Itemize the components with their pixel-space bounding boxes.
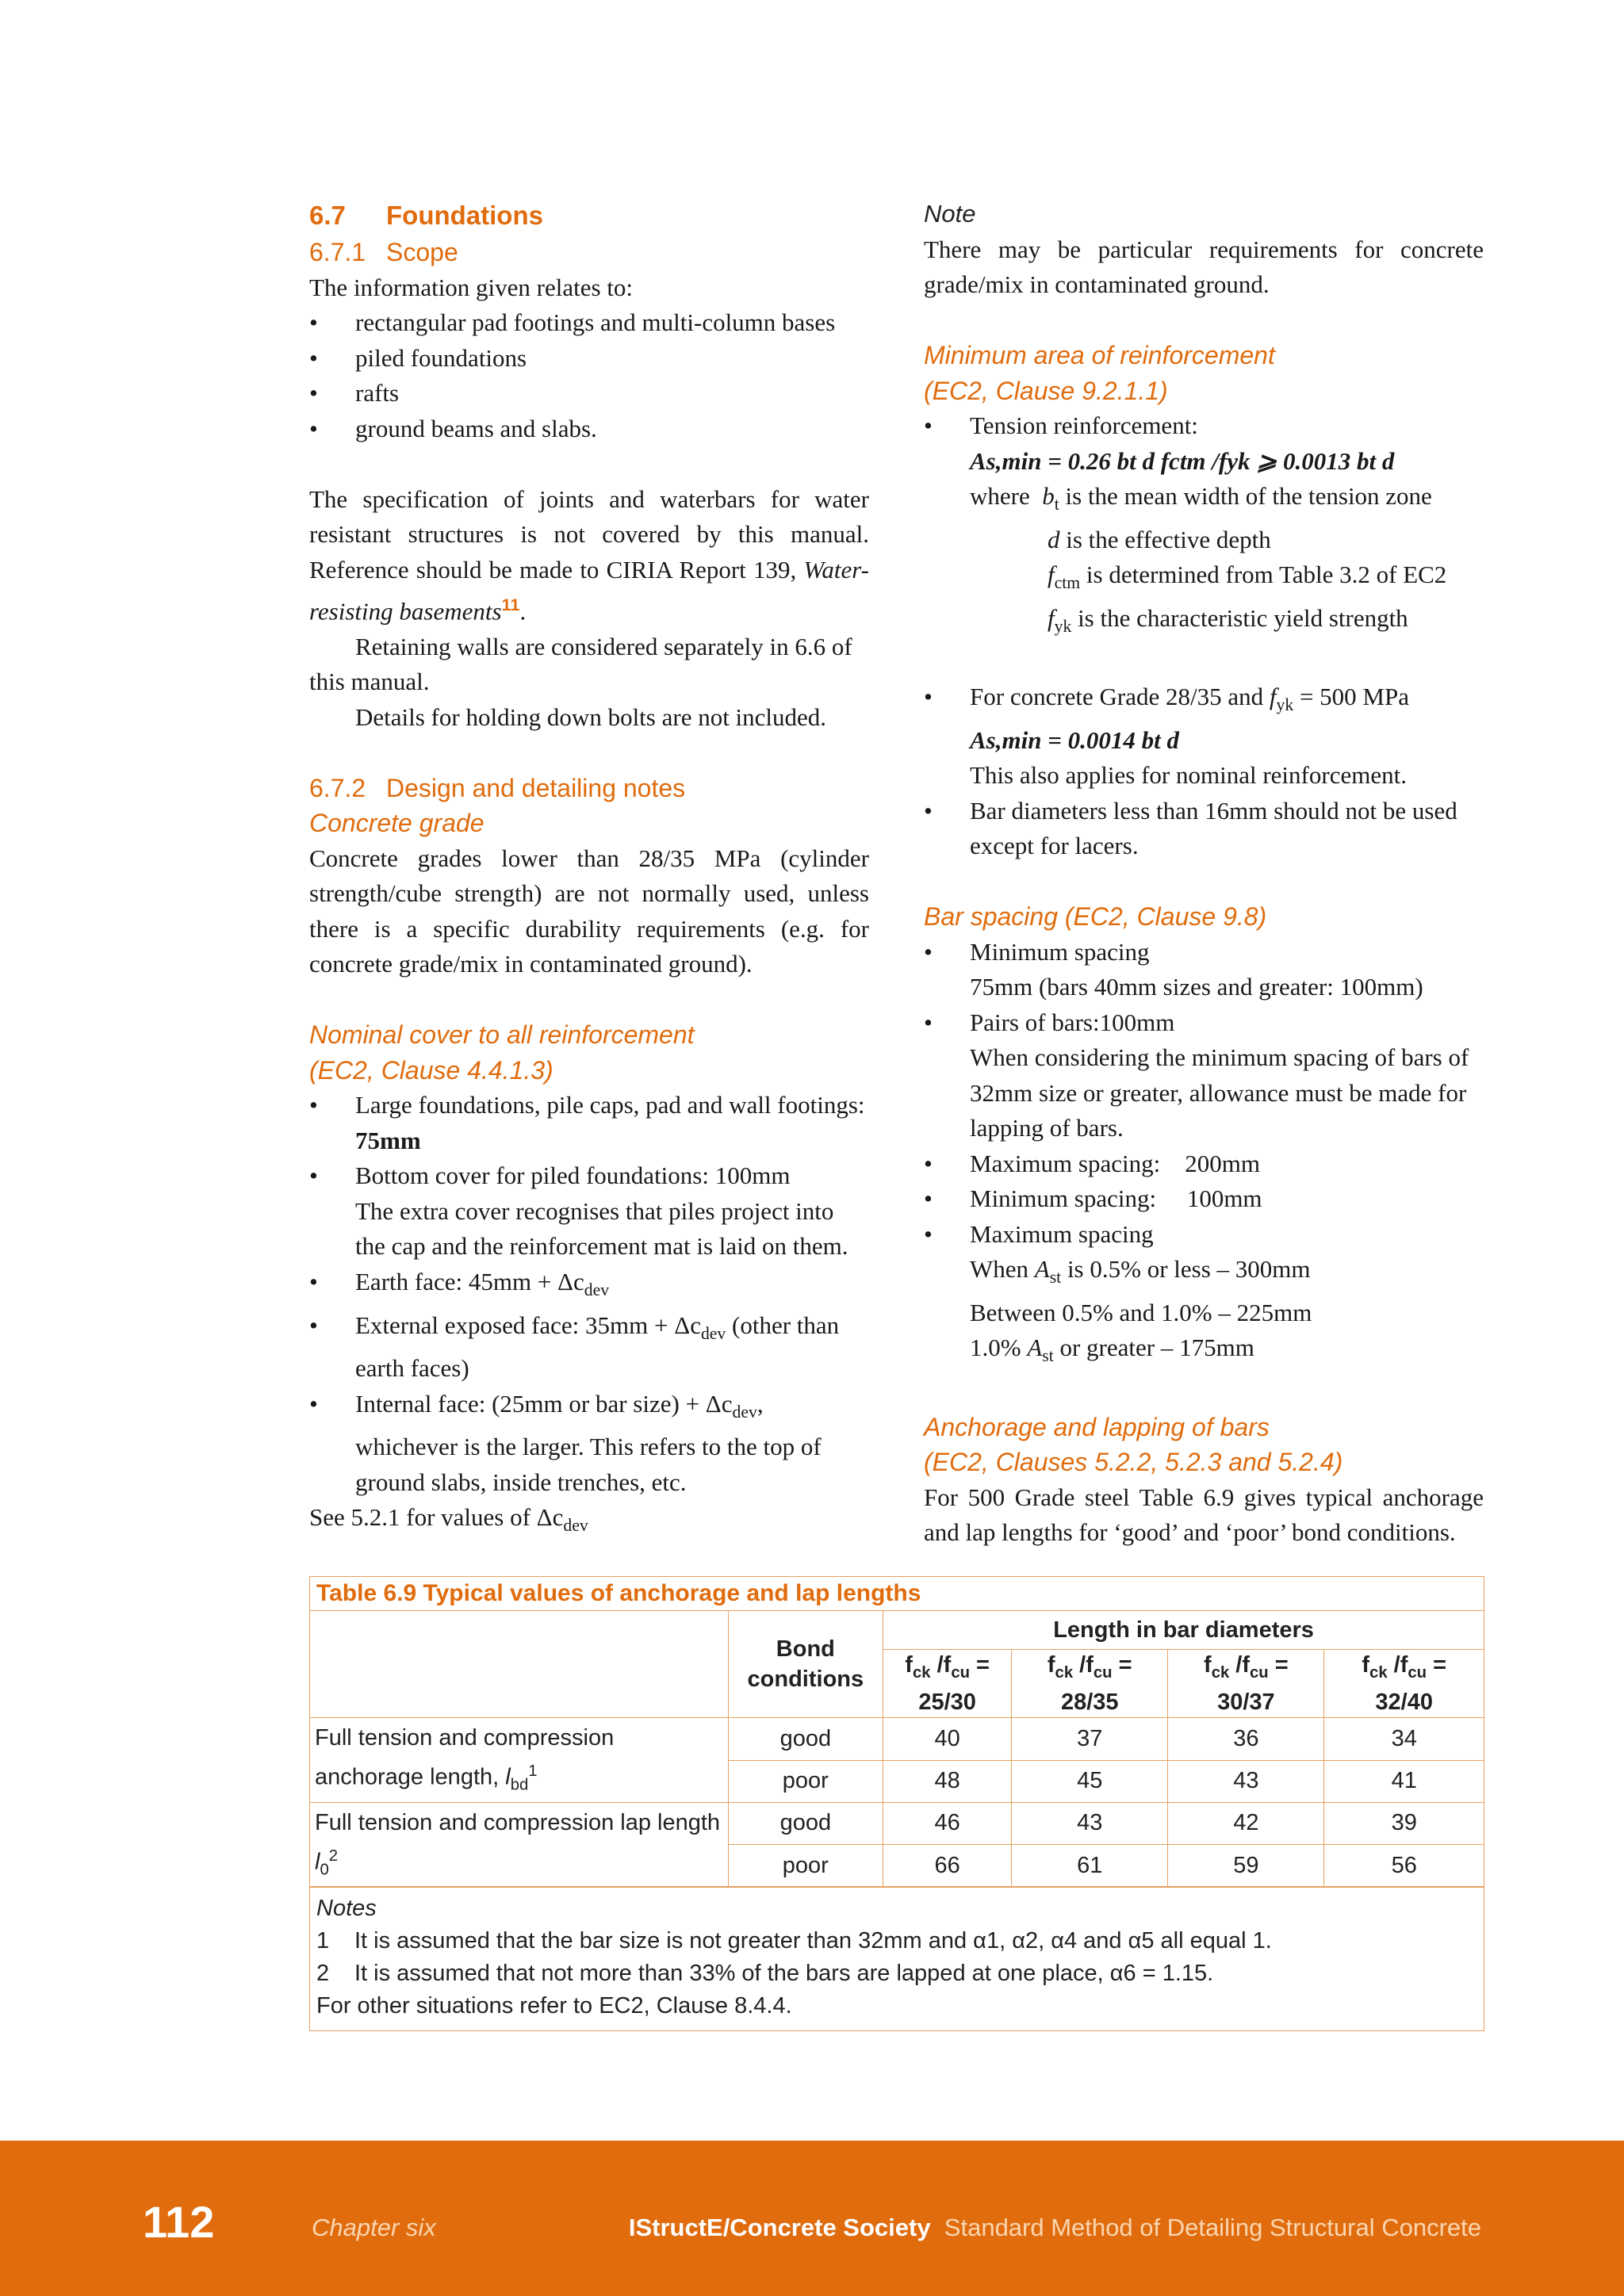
list-item: • For concrete Grade 28/35 and $f_{yk} = 500$ MPa As,min = 0.0014 bt d This also applies for nominal reinforcement. bbox=[924, 679, 1484, 794]
list-item: • Maximum spacing When $A_{st}$ is 0.5% or less – 300mm Between 0.5% and 1.0% – 225mm 1.0% $A_{st}$ or greater – 175mm bbox=[924, 1217, 1484, 1374]
note-heading: Note bbox=[924, 200, 976, 228]
cover-text: , whichever is the larger. This refers to the top of ground slabs, inside trenches, etc. bbox=[355, 1389, 822, 1496]
grade-text: = 500 MPa bbox=[1299, 683, 1409, 711]
cover-value: 75mm bbox=[355, 1126, 421, 1154]
where-bt: is the mean width of the tension zone bbox=[1065, 482, 1432, 510]
spacing-value: or greater – 175mm bbox=[1059, 1334, 1254, 1362]
spacing-text: Pairs of bars:100mm bbox=[970, 1008, 1175, 1036]
list-item: • ground beams and slabs. bbox=[309, 411, 869, 447]
joints-text: The specification of joints and waterbars for water resistant structures is not covered by this manual. Reference should be made to CIRIA Report 139, bbox=[309, 484, 869, 584]
where-fyk: is the characteristic yield strength bbox=[1078, 603, 1408, 632]
note-number: 1 bbox=[316, 1928, 330, 1954]
value-cell: 36 bbox=[1168, 1718, 1324, 1760]
list-item: • Maximum spacing: 200mm bbox=[924, 1146, 1484, 1182]
anchorage-heading: Anchorage and lapping of bars bbox=[924, 1412, 1270, 1441]
bond-cell: poor bbox=[728, 1760, 883, 1802]
right-column bbox=[924, 197, 1484, 1551]
note-text: It is assumed that the bar size is not greater than 32mm and α1, α2, α4 and α5 all equal 1. bbox=[354, 1928, 1272, 1954]
see-text: See 5.2.1 for values of Δc bbox=[309, 1503, 564, 1532]
chapter-label: Chapter six bbox=[312, 2214, 436, 2241]
cover-text: External exposed face: 35mm + Δc bbox=[355, 1311, 701, 1339]
value-cell: 59 bbox=[1168, 1844, 1324, 1886]
scope-intro: The information given relates to: bbox=[309, 273, 634, 301]
grade-header: $f_{ck}$ $/f_{cu}$ = 25/30 bbox=[883, 1649, 1012, 1718]
cover-heading: Nominal cover to all reinforcement bbox=[309, 1020, 695, 1050]
bond-cell: poor bbox=[728, 1844, 883, 1886]
grade-value: 28/35 bbox=[1060, 1689, 1119, 1716]
row-symbol: l bbox=[315, 1849, 320, 1875]
formula-as-min: As,min = 0.26 bt d fctm /fyk ⩾ 0.0013 bt d bbox=[970, 446, 1395, 475]
cover-text: (other than earth faces) bbox=[355, 1311, 840, 1383]
value-cell: 37 bbox=[1012, 1718, 1168, 1760]
list-item bbox=[309, 1088, 869, 1158]
row-symbol-sub: bd bbox=[510, 1776, 529, 1794]
cover-text: Large foundations, pile caps, pad and wall footings: bbox=[355, 1091, 865, 1119]
grade-value: 25/30 bbox=[918, 1689, 976, 1716]
min-area-list bbox=[924, 408, 1484, 645]
table-caption: Table 6.9 Typical values of anchorage and lap lengths bbox=[310, 1577, 1484, 1611]
table-grid bbox=[310, 1611, 1484, 1887]
where-fctm: is determined from Table 3.2 of EC2 bbox=[1086, 561, 1447, 589]
table-note: For other situations refer to EC2, Clause 8.4.4. bbox=[316, 1993, 792, 2019]
grade-header: $f_{ck}$ $/f_{cu}$ = 30/37 bbox=[1168, 1649, 1324, 1718]
joints-paragraph: The specification of joints and waterbars for water resistant structures is not covered by this manual. Reference should be made to CIRIA Report 139, Water-resisting basements$^{11}$. bbox=[309, 484, 870, 626]
row-symbol-sup: 2 bbox=[328, 1846, 339, 1865]
section-heading bbox=[309, 197, 869, 235]
row-label bbox=[310, 1718, 728, 1802]
cover-list bbox=[309, 1088, 869, 1500]
row-label bbox=[310, 1802, 728, 1886]
list-item bbox=[924, 1005, 1484, 1146]
subsection-number: 6.7.1 bbox=[309, 238, 366, 266]
note-text: It is assumed that not more than 33% of the bars are lapped at one place, α6 = 1.15. bbox=[354, 1961, 1214, 1987]
value-cell: 66 bbox=[883, 1844, 1012, 1886]
grade-value: 32/40 bbox=[1375, 1689, 1433, 1716]
list-item: • Tension reinforcement: As,min = 0.26 bt d fctm /fyk ⩾ 0.0013 bt d where $b_t$ is the mean width of the tension zone d is the effective depth $f_{ctm}$ is determined from Table 3.2 of EC2 $f_{yk}$ is the characteristic yield strength bbox=[924, 408, 1484, 645]
publisher: IStructE/Concrete Society bbox=[628, 2214, 931, 2241]
value-cell: 45 bbox=[1012, 1760, 1168, 1802]
subscript: dev bbox=[584, 1280, 610, 1300]
value-cell: 41 bbox=[1324, 1760, 1484, 1802]
anchorage-table bbox=[309, 1576, 1484, 2031]
book-title: Standard Method of Detailing Structural Concrete bbox=[944, 2214, 1481, 2241]
value-cell: 42 bbox=[1168, 1802, 1324, 1844]
where-d: is the effective depth bbox=[1066, 525, 1271, 553]
list-item bbox=[309, 1308, 869, 1387]
list-item bbox=[924, 935, 1484, 1005]
retaining-paragraph: Retaining walls are considered separately in 6.6 of this manual. bbox=[309, 632, 852, 696]
spacing-text: Minimum spacing bbox=[970, 937, 1150, 966]
see-paragraph bbox=[309, 1500, 869, 1544]
list-item: • Bar diameters less than 16mm should not be used except for lacers. bbox=[924, 794, 1484, 864]
spacing-note: When considering the minimum spacing of bars of 32mm size or greater, allowance must be made for lapping of bars. bbox=[970, 1043, 1469, 1142]
value-cell: 48 bbox=[883, 1760, 1012, 1802]
nominal-note: This also applies for nominal reinforcement. bbox=[970, 761, 1407, 790]
row-symbol-sup: 1 bbox=[528, 1762, 538, 1781]
grade-list bbox=[924, 679, 1484, 864]
spacing-value: Between 0.5% and 1.0% – 225mm bbox=[970, 1298, 1312, 1326]
value-cell: 34 bbox=[1324, 1718, 1484, 1760]
list-item: • rafts bbox=[309, 376, 869, 411]
anchorage-clause: (EC2, Clauses 5.2.2, 5.2.3 and 5.2.4) bbox=[924, 1448, 1343, 1477]
page-footer bbox=[0, 2141, 1624, 2296]
subsection-title: Design and detailing notes bbox=[386, 773, 686, 802]
row-symbol: l bbox=[505, 1764, 511, 1790]
cover-text: Internal face: (25mm or bar size) + Δc bbox=[355, 1389, 733, 1418]
bolts-paragraph: Details for holding down bolts are not included. bbox=[355, 702, 827, 731]
subscript: dev bbox=[700, 1323, 726, 1343]
table-row bbox=[310, 1718, 1484, 1760]
cover-clause: (EC2, Clause 4.4.1.3) bbox=[309, 1055, 553, 1085]
row-label-text: Full tension and compression lap length bbox=[315, 1809, 721, 1835]
concrete-grade-paragraph: Concrete grades lower than 28/35 MPa (cylinder strength/cube strength) are not normally used, unless there is a specific durability requirements (e.g. for concrete grade/mix in contaminated ground). bbox=[309, 844, 869, 978]
min-area-clause: (EC2, Clause 9.2.1.1) bbox=[924, 376, 1168, 405]
cover-text: Earth face: 45mm + Δc bbox=[355, 1267, 584, 1295]
left-column bbox=[309, 197, 869, 1544]
grade-header: $f_{ck}$ $/f_{cu}$ = 28/35 bbox=[1012, 1649, 1168, 1718]
scope-list bbox=[309, 305, 869, 446]
section-number: 6.7 bbox=[309, 201, 346, 230]
spacing-list bbox=[924, 935, 1484, 1374]
table-notes bbox=[310, 1887, 1484, 2030]
reference-title: Water-resisting basements bbox=[309, 555, 870, 626]
reference-number: 11 bbox=[501, 595, 520, 614]
min-area-heading: Minimum area of reinforcement bbox=[924, 341, 1275, 369]
subsection-number: 6.7.2 bbox=[309, 773, 366, 802]
value-cell: 61 bbox=[1012, 1844, 1168, 1886]
spacing-value: is 0.5% or less – 300mm bbox=[1067, 1255, 1311, 1284]
spacing-value: 75mm (bars 40mm sizes and greater: 100mm) bbox=[970, 973, 1423, 1001]
list-item: • piled foundations bbox=[309, 341, 869, 377]
subscript: dev bbox=[563, 1516, 588, 1536]
concrete-grade-heading: Concrete grade bbox=[309, 809, 485, 838]
cover-text: Bottom cover for piled foundations: 100mm bbox=[355, 1161, 791, 1190]
anchorage-paragraph: For 500 Grade steel Table 6.9 gives typical anchorage and lap lengths for ‘good’ and ‘poor’ bond conditions. bbox=[924, 1483, 1484, 1547]
bond-header: Bond conditions bbox=[728, 1611, 883, 1718]
list-item: • rectangular pad footings and multi-column bases bbox=[309, 305, 869, 341]
bond-cell: good bbox=[728, 1802, 883, 1844]
page-number: 112 bbox=[143, 2197, 215, 2247]
bar-spacing-heading: Bar spacing (EC2, Clause 9.8) bbox=[924, 902, 1267, 932]
bond-cell: good bbox=[728, 1718, 883, 1760]
tension-label: Tension reinforcement: bbox=[970, 411, 1198, 439]
row-symbol-sub: 0 bbox=[320, 1861, 329, 1879]
cover-note: The extra cover recognises that piles project into the cap and the reinforcement mat is laid on them. bbox=[355, 1196, 848, 1261]
grade-value: 30/37 bbox=[1217, 1689, 1275, 1716]
value-cell: 43 bbox=[1012, 1802, 1168, 1844]
table-note bbox=[316, 1925, 1477, 1957]
value-cell: 40 bbox=[883, 1718, 1012, 1760]
formula-as-min-2: As,min = 0.0014 bt d bbox=[970, 725, 1179, 754]
list-item: • Minimum spacing: 100mm bbox=[924, 1181, 1484, 1217]
value-cell: 46 bbox=[883, 1802, 1012, 1844]
list-item bbox=[309, 1158, 869, 1265]
table-row bbox=[310, 1802, 1484, 1844]
length-header: Length in bar diameters bbox=[883, 1611, 1484, 1649]
note-paragraph: There may be particular requirements for concrete grade/mix in contaminated ground. bbox=[924, 235, 1484, 298]
publication-label bbox=[629, 2214, 1481, 2242]
grade-text: For concrete Grade 28/35 and bbox=[970, 683, 1264, 711]
subsection-heading-scope bbox=[309, 235, 869, 270]
value-cell: 39 bbox=[1324, 1802, 1484, 1844]
subsection-heading-design bbox=[309, 771, 869, 806]
note-number: 2 bbox=[316, 1961, 330, 1987]
notes-heading: Notes bbox=[316, 1896, 377, 1922]
list-item bbox=[309, 1387, 869, 1501]
section-title: Foundations bbox=[386, 201, 543, 230]
list-item bbox=[309, 1265, 869, 1308]
table-note bbox=[316, 1957, 1477, 1990]
spacing-text: Maximum spacing bbox=[970, 1219, 1154, 1248]
grade-header: $f_{ck}$ $/f_{cu}$ = 32/40 bbox=[1324, 1649, 1484, 1718]
row-label-text: Full tension and compression anchorage length, bbox=[315, 1725, 615, 1790]
value-cell: 56 bbox=[1324, 1844, 1484, 1886]
subscript: dev bbox=[732, 1402, 757, 1422]
value-cell: 43 bbox=[1168, 1760, 1324, 1802]
table-header-empty bbox=[310, 1611, 728, 1718]
subsection-title: Scope bbox=[386, 238, 458, 266]
